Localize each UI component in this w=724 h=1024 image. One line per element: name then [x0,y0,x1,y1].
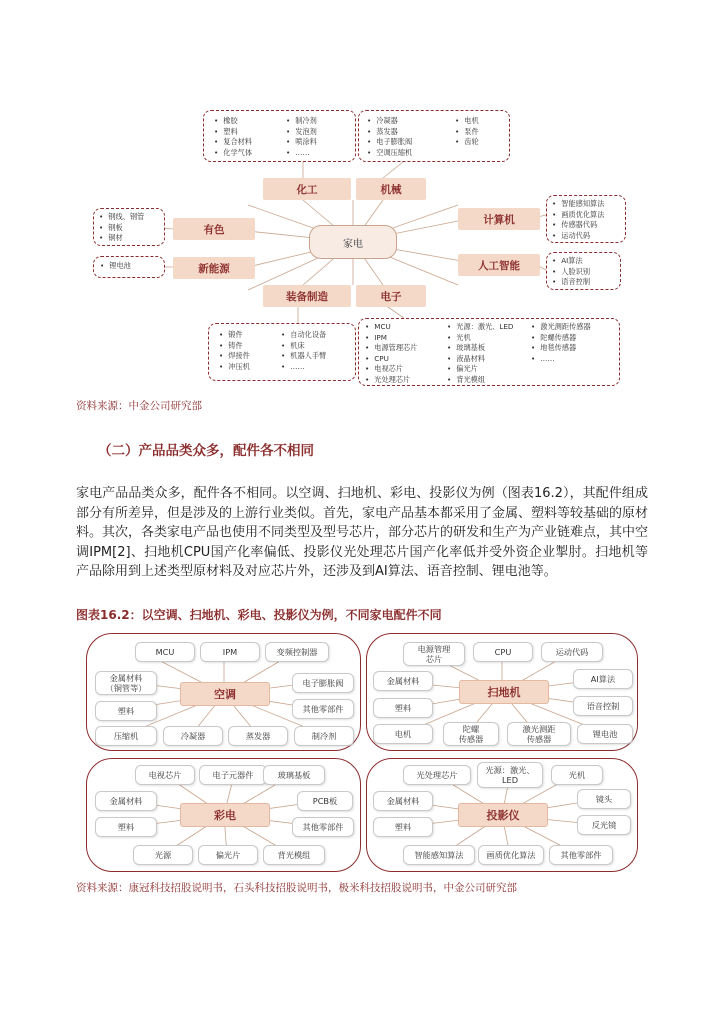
component-box: 光源 [133,845,193,865]
list-item: • 背光模组 [447,375,513,386]
component-box: 金属材料 [373,671,433,691]
list-item: • 语音控制 [552,277,615,288]
component-box: 语音控制 [573,696,633,716]
list-item: • 地毯传感器 [531,343,591,354]
component-box: 压缩机 [95,726,157,746]
list-item: • 钢线、钢管 [99,212,159,223]
category-machinery: 机械 [356,178,426,200]
panel-projector [366,758,638,872]
upstream-industry-diagram [88,105,628,390]
list-item: • 钢板 [99,223,159,234]
center-robot-vacuum: 扫地机 [459,680,549,704]
list-item: • 激光测距传感器 [531,322,591,333]
list-item: • 蒸发器 [367,127,412,138]
list-item: • 化学气体 [214,148,252,159]
panel-robot-vacuum [366,633,638,751]
list-item: • 空调压缩机 [367,148,412,159]
list-item: • 冲压机 [219,362,250,373]
category-nonferrous: 有色 [173,218,255,240]
list-item: • 智能感知算法 [552,199,620,210]
list-item: • 机器人手臂 [281,351,326,362]
list-item: • …… [286,148,317,159]
component-box: PCB板 [297,791,353,811]
list-item: • 人脸识别 [552,267,615,278]
list-item: • 锻件 [219,330,250,341]
ai-box [546,252,621,290]
list-item: • 泵件 [455,127,479,138]
list-item: • 制冷剂 [286,116,317,127]
list-item: • 画质优化算法 [552,210,620,221]
list-item: • 玻璃基板 [447,343,513,354]
category-equipment: 装备制造 [263,285,351,307]
component-box: 反光镜 [577,815,631,835]
component-box: 冷凝器 [163,726,223,746]
component-box: 玻璃基板 [263,765,325,785]
section-heading: （二）产品品类众多，配件各不相同 [98,443,314,459]
component-box: IPM [200,642,260,662]
list-item: • 运动代码 [552,231,620,242]
component-box: 偏光片 [198,845,258,865]
category-chemical: 化工 [263,178,351,200]
category-ai: 人工智能 [458,254,540,276]
category-electronics: 电子 [356,285,426,307]
list-item: • 电子膨胀阀 [367,137,412,148]
component-box: 电源管理 芯片 [403,642,465,666]
list-item: • 复合材料 [214,137,252,148]
list-item: • …… [281,362,326,373]
component-box: 光机 [551,765,603,785]
computer-box [546,195,626,243]
chemical-materials-box [203,110,356,162]
list-item: • IPM [365,333,417,344]
list-item: • 电源管理芯片 [365,343,417,354]
list-item: • CPU [365,354,417,365]
center-projector: 投影仪 [458,803,548,827]
component-box: AI算法 [573,669,633,689]
figure-title: 图表16.2：以空调、扫地机、彩电、投影仪为例，不同家电配件不同 [76,608,442,622]
list-item: • 铸件 [219,341,250,352]
component-box: 金属材料 [373,791,433,811]
list-item: • 齿轮 [455,137,479,148]
list-item: • 光处理芯片 [365,375,417,386]
list-item: • 喷涂料 [286,137,317,148]
list-item: • 焊接件 [219,351,250,362]
list-item: • 光机 [447,333,513,344]
component-box: 运动代码 [541,642,603,662]
list-item: • 锂电池 [100,261,158,272]
list-item: • 电机 [455,116,479,127]
component-box: MCU [135,642,195,662]
list-item: • 电视芯片 [365,364,417,375]
panel-air-conditioner [86,633,361,751]
component-box: 光处理芯片 [403,765,471,785]
electronics-box [358,318,620,386]
panel-tv [86,758,361,872]
component-box: 其他零部件 [549,845,613,865]
equipment-box [208,323,356,381]
component-box: 金属材料 [95,791,157,811]
list-item: • 机床 [281,341,326,352]
new-energy-box [93,256,165,278]
component-box: 其他零部件 [292,817,354,837]
component-box: 电子元器件 [199,765,267,785]
center-node-home-appliance: 家电 [309,225,397,259]
component-box: 画质优化算法 [478,845,544,865]
center-air-conditioner: 空调 [180,682,270,706]
component-box: 变频控制器 [265,642,329,662]
component-box: 塑料 [373,698,433,718]
list-item: • 铜材 [99,233,159,244]
list-item: • AI算法 [552,256,615,267]
component-box: 塑料 [95,701,157,721]
center-tv: 彩电 [180,803,270,827]
component-box: 镜头 [577,789,631,809]
component-box: 电机 [373,724,433,744]
list-item: • 传感器代码 [552,220,620,231]
component-box: 背光模组 [263,845,325,865]
list-item: • 液晶材料 [447,354,513,365]
component-box: 智能感知算法 [403,845,475,865]
source-note-2: 资料来源：康冠科技招股说明书，石头科技招股说明书，极米科技招股说明书，中金公司研究部 [76,882,517,894]
list-item: • 光源：激光、LED [447,322,513,333]
component-box: 塑料 [373,817,433,837]
list-item: • 塑料 [214,127,252,138]
component-box: 激光测距 传感器 [507,722,571,746]
nonferrous-box [93,208,165,246]
list-item: • 偏光片 [447,364,513,375]
component-box: 锂电池 [577,724,633,744]
list-item: • 发泡剂 [286,127,317,138]
component-box: 电视芯片 [135,765,195,785]
list-item: • 橡胶 [214,116,252,127]
category-computer: 计算机 [458,208,540,230]
list-item: • 自动化设备 [281,330,326,341]
component-box: 蒸发器 [228,726,288,746]
component-box: 光源：激光、 LED [477,762,543,788]
category-new-energy: 新能源 [173,257,255,279]
machinery-parts-box [358,110,510,162]
list-item: • MCU [365,322,417,333]
component-box: 陀螺 传感器 [443,722,499,746]
component-box: 塑料 [95,817,157,837]
paragraph-text: 家电产品品类众多，配件各不相同。以空调、扫地机、彩电、投影仪为例（图表16.2），其配件组成部分有所差异，但是涉及的上游行业类似。首先，家电产品基本都采用了金属、塑料等较基础的原材料。其次，各类家电产品也使用不同类型及型号芯片，部分芯片的研发和生产为产业链难点，其中空调IPM[2]、扫地机CPU国产化率偏低、投影仪光处理芯片国产化率低并受外资企业掣肘。扫地机等产品除用到上述类型原材料及对应芯片外，还涉及到AI算法、语音控制、锂电池等。 [76,486,649,580]
body-paragraph [76,484,648,582]
list-item: • 陀螺传感器 [531,333,591,344]
source-note-1: 资料来源：中金公司研究部 [76,400,202,412]
component-box: 金属材料 （铜管等） [95,671,157,695]
component-box: 其他零部件 [292,699,354,719]
list-item: • 冷凝器 [367,116,412,127]
component-box: 电子膨胀阀 [292,673,354,693]
list-item: • …… [531,354,591,365]
component-box: 制冷剂 [294,726,354,746]
component-box: CPU [473,642,533,662]
